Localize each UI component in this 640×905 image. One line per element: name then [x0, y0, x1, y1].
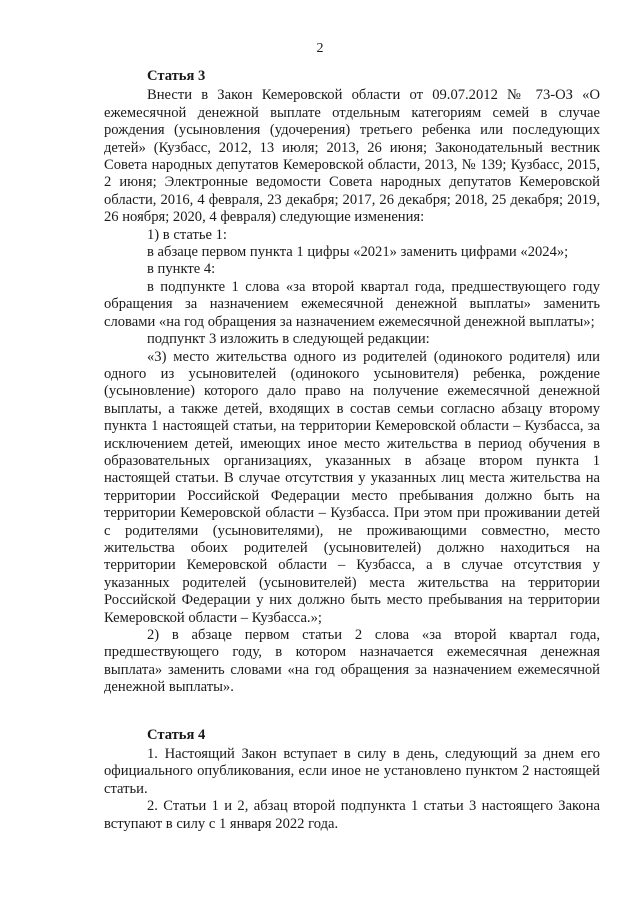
document-body	[104, 68, 600, 833]
article-3-item-2: 2) в абзаце первом статьи 2 слова «за второй квартал года, предшествующего году, в котором назначается ежемесячная денежная выплата» заменить словами «на год обращения за назначением ежемесячной денежной выплаты».	[104, 627, 600, 696]
article-4-item-2: 2. Статьи 1 и 2, абзац второй подпункта 1 статьи 3 настоящего Закона вступают в силу с 1 января 2022 года.	[104, 798, 600, 832]
article-3-subpoint-1-change: в подпункте 1 слова «за второй квартал года, предшествующего году обращения за назначением ежемесячной денежной выплаты» заменить словами «на год обращения за назначением ежемесячной денежной выплаты»;	[104, 278, 600, 330]
article-3-intro: Внести в Закон Кемеровской области от 09.07.2012 № 73-ОЗ «О ежемесячной денежной выплате отдельным категориям семей в случае рождения (усыновления (удочерения) третьего ребенка или последующих детей» (Кузбасс, 2012, 13 июля; 2013, 26 июня; Законодательный вестник Совета народных депутатов Кемеровской области, 2013, № 139; Кузбасс, 2015, 2 июня; Электронные ведомости Совета народных депутатов Кемеровской области, 2016, 4 февраля, 23 декабря; 2017, 26 декабря; 2018, 25 декабря; 2019, 26 ноября; 2020, 4 февраля) следующие изменения:	[104, 87, 600, 226]
article-3-item-1-point-4: в пункте 4:	[147, 261, 216, 278]
article-4-heading: Статья 4	[147, 726, 206, 743]
article-3-item-1-change-a: в абзаце первом пункта 1 цифры «2021» заменить цифрами «2024»;	[147, 244, 569, 261]
article-3-item-1: 1) в статье 1:	[147, 226, 227, 243]
article-3-heading: Статья 3	[147, 68, 206, 84]
section-gap	[104, 697, 600, 727]
article-3-subpoint-3-text: «3) место жительства одного из родителей (одинокого родителя) или одного из усыновителей (одинокого усыновителя) ребенка, рождение (усыновление) которого дало право на получение ежемесячной денежной выплаты, а также детей, входящих в состав семьи согласно абзацу второму пункта 1 настоящей статьи, на территории Кемеровской области – Кузбасса, за исключением детей, имеющих иное место жительства в период обучения в образовательных организациях, указанных в абзаце втором пункта 1 настоящей статьи. В случае отсутствия у указанных лиц места жительства на территории Российской Федерации место пребывания должно быть на территории Кемеровской области – Кузбасса. При этом при проживании детей с родителями (усыновителями), не проживающими совместно, место жительства обоих родителей (усыновителей) должно находиться на территории Кемеровской области – Кузбасса, а в случае отсутствия у указанных родителей (усыновителей) места жительства на территории Российской Федерации у них должно быть место пребывания на территории Кемеровской области – Кузбасса.»;	[104, 348, 600, 626]
article-3-subpoint-3-intro: подпункт 3 изложить в следующей редакции:	[147, 331, 430, 348]
page-number: 2	[316, 41, 324, 56]
article-4-item-1: 1. Настоящий Закон вступает в силу в день, следующий за днем его официального опубликования, если иное не установлено пунктом 2 настоящей статьи.	[104, 746, 600, 797]
